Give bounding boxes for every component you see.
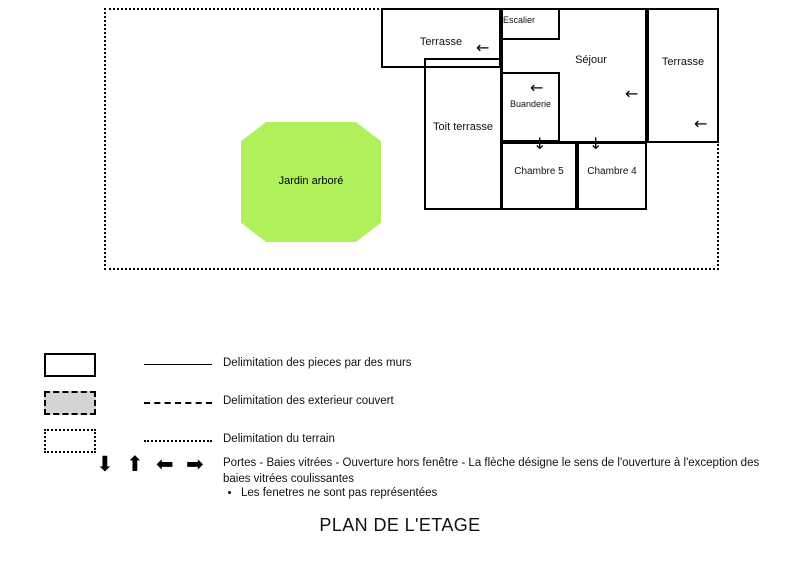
- legend-swatch-solid: [44, 353, 96, 377]
- legend-row-openings: [44, 450, 764, 520]
- legend-text-openings: Portes - Baies vitrées - Ouverture hors fenêtre - La flèche désigne le sens de l'ouverture à l'exception des baies vitrées coulissantes: [223, 457, 760, 485]
- room-label-terrasse-right: Terrasse: [661, 56, 705, 68]
- room-label-chambre4: Chambre 4: [587, 166, 637, 177]
- door-arrow-terrasse-left-icon: ←: [476, 38, 490, 57]
- garden-label: Jardin arboré: [278, 175, 344, 187]
- wall-segment-middle: [424, 208, 647, 210]
- legend-text-covered-exterior: Delimitation des exterieur couvert: [223, 395, 394, 407]
- legend-swatch-dashed: [44, 391, 96, 415]
- legend-text-walls: Delimitation des pieces par des murs: [223, 357, 412, 369]
- legend-row-covered-exterior: [44, 388, 764, 420]
- legend-line-dotted: [144, 440, 212, 442]
- door-arrow-chambre5-icon: ↓: [533, 134, 547, 153]
- page-title: PLAN DE L'ETAGE: [319, 515, 481, 535]
- door-arrow-sejour-icon: ←: [625, 84, 639, 103]
- room-label-chambre5: Chambre 5: [514, 166, 564, 177]
- room-label-buanderie: Buanderie: [509, 99, 552, 109]
- room-label-sejour: Séjour: [575, 54, 607, 66]
- door-arrow-terrasse-right-icon: ←: [694, 114, 708, 133]
- room-toit-terrasse: [424, 58, 502, 210]
- arrow-left-icon: ⬅: [156, 452, 174, 476]
- arrow-up-icon: ⬆: [126, 452, 144, 476]
- room-terrasse-right: [647, 8, 719, 143]
- legend-line-dashed: [144, 402, 212, 404]
- wall-segment-top: [501, 8, 647, 10]
- arrow-down-icon: ⬇: [96, 452, 114, 476]
- legend-text-terrain: Delimitation du terrain: [223, 433, 335, 445]
- room-label-terrasse-left: Terrasse: [419, 36, 463, 48]
- door-arrow-chambre4-icon: ↓: [589, 134, 603, 153]
- legend-line-solid: [144, 364, 212, 365]
- legend-row-walls: [44, 350, 764, 382]
- legend-notes: [223, 487, 786, 499]
- legend-note-windows: • Les fenetres ne sont pas représentées: [241, 487, 786, 499]
- room-label-escalier: Escalier: [503, 15, 536, 25]
- door-arrow-buanderie-icon: ←: [530, 78, 544, 97]
- room-label-toit-terrasse: Toit terrasse: [433, 121, 493, 133]
- arrow-right-icon: ➡: [186, 452, 204, 476]
